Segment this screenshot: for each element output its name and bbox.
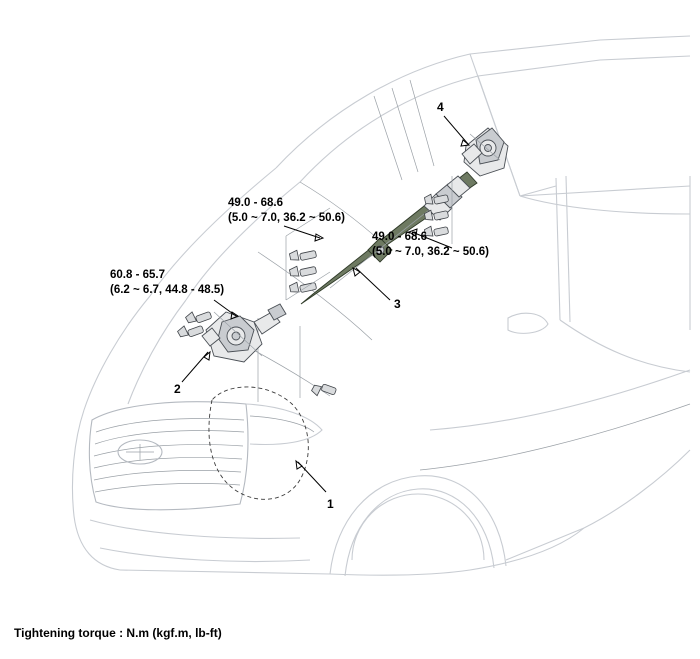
torque-value-line1: 60.8 - 65.7 [110,269,165,281]
torque-value-line2: (6.2 ~ 6.7, 44.8 - 48.5) [110,284,225,296]
part-number-3: 3 [394,297,401,311]
leader-lines [182,116,469,492]
dashed-region-1 [209,387,308,499]
transfer-case-assembly [202,304,286,362]
part-number-1: 1 [327,497,334,511]
torque-callout-center-bearing [228,196,345,226]
torque-callout-rear-flange [372,230,489,260]
torque-value-line1: 49.0 - 68.6 [228,197,283,209]
tightening-torque-note: Tightening torque : N.m (kgf.m, lb-ft) [14,626,222,640]
rear-flange-yoke [462,128,508,176]
part-number-4: 4 [437,100,444,114]
part-number-2: 2 [174,382,181,396]
torque-value-line2: (5.0 ~ 7.0, 36.2 ~ 50.6) [372,246,489,258]
bolt-lower [311,384,337,396]
torque-value-line1: 49.0 - 68.6 [372,231,427,243]
torque-value-line2: (5.0 ~ 7.0, 36.2 ~ 50.6) [228,212,345,224]
torque-callout-transfer-case [110,268,224,298]
